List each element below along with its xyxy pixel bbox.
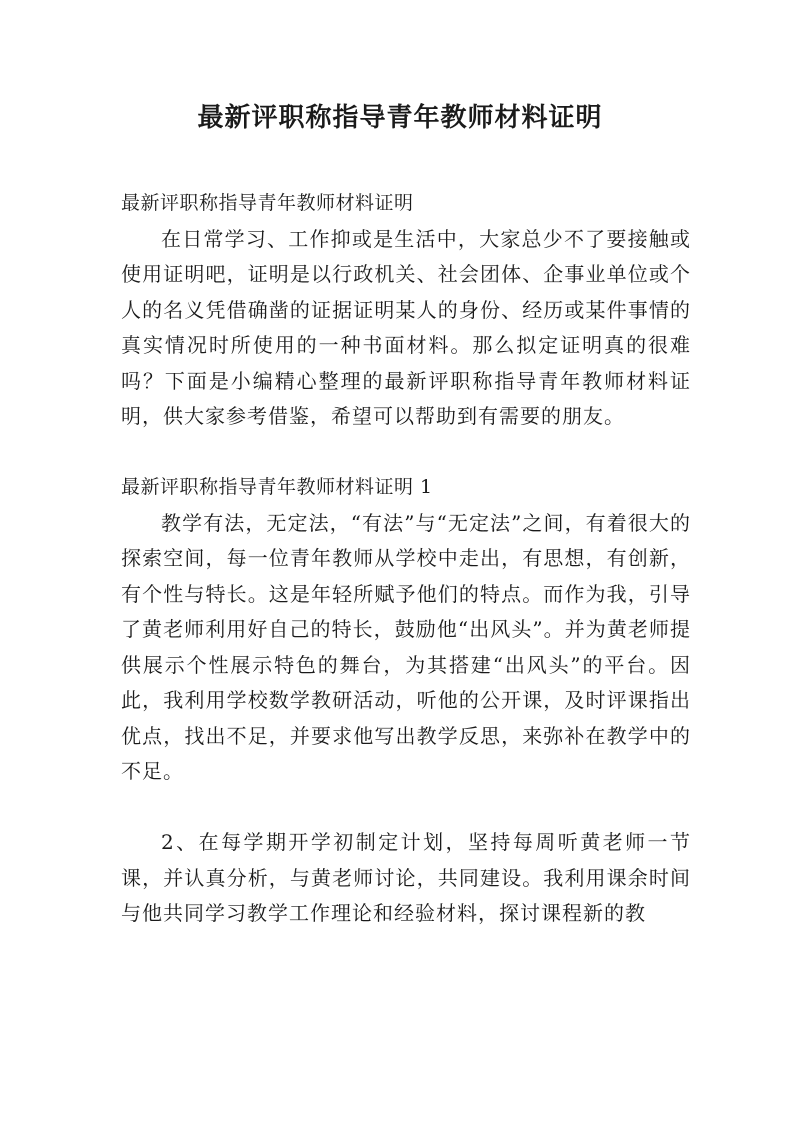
section2-paragraph: 2、在每学期开学初制定计划，坚持每周听黄老师一节课，并认真分析，与黄老师讨论，共同建设。我利用课余时间与他共同学习教学工作理论和经验材料，探讨课程新的教 (121, 830, 691, 925)
intro-paragraph: 在日常学习、工作抑或是生活中，大家总少不了要接触或使用证明吧，证明是以行政机关、社会团体、企事业单位或个人的名义凭借确凿的证据证明某人的身份、经历或某件事情的真实情况时所使用的一种书面材料。那么拟定证明真的很难吗？下面是小编精心整理的最新评职称指导青年教师材料证明，供大家参考借鉴，希望可以帮助到有需要的朋友。 (121, 226, 691, 428)
section1-heading: 最新评职称指导青年教师材料证明 1 (121, 476, 433, 498)
paragraph-spacer (121, 435, 691, 471)
paragraph-spacer (121, 790, 691, 826)
section1-paragraph: 教学有法，无定法，“有法”与“无定法”之间，有着很大的探索空间，每一位青年教师从学校中走出，有思想，有创新，有个性与特长。这是年轻所赋予他们的特点。而作为我，引导了黄老师利用好自己的特长，鼓励他“出风头”。并为黄老师提供展示个性展示特色的舞台，为其搭建“出风头”的平台。因此，我利用学校数学教研活动，听他的公开课，及时评课指出优点，找出不足，并要求他写出教学反思，来弥补在教学中的不足。 (121, 510, 691, 783)
intro-heading: 最新评职称指导青年教师材料证明 (121, 192, 414, 214)
document-title: 最新评职称指导青年教师材料证明 (197, 103, 603, 133)
document-body (121, 186, 691, 932)
